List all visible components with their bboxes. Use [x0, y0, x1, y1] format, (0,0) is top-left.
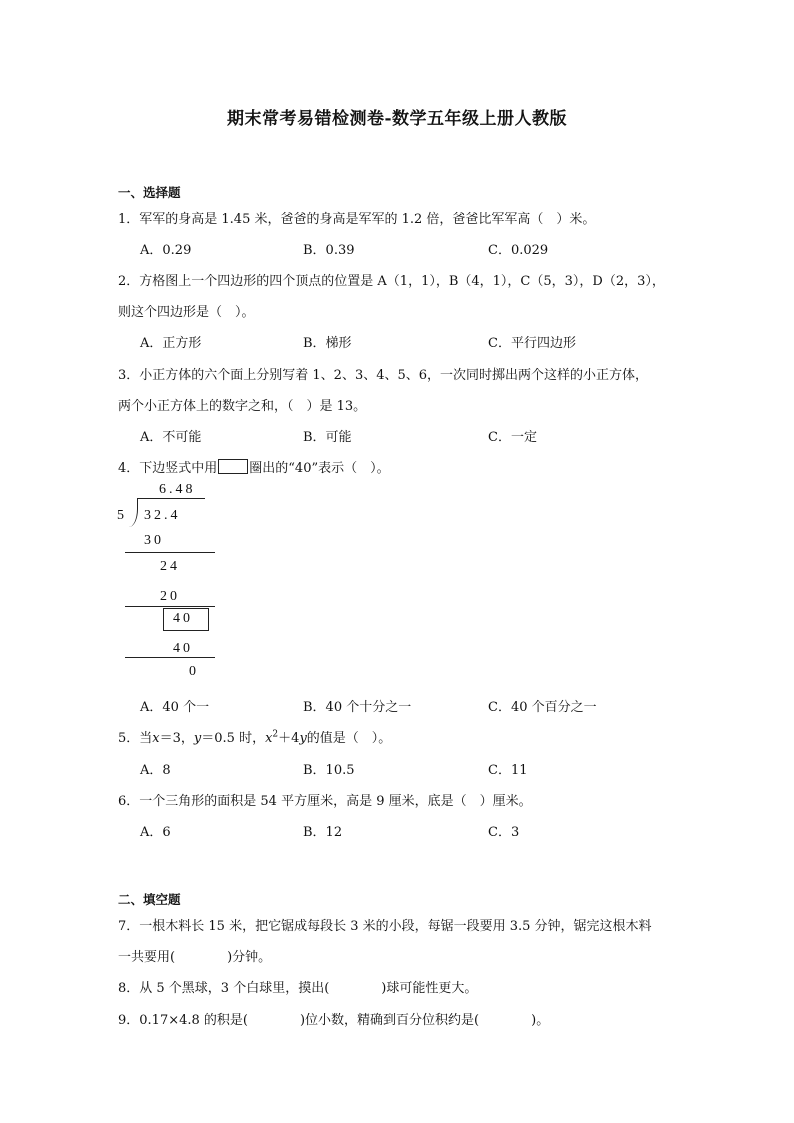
option-c[interactable]: C．40 个百分之一 — [488, 700, 597, 715]
exponent: 2 — [272, 729, 279, 740]
option-b[interactable]: B．40 个十分之一 — [303, 700, 412, 715]
option-c[interactable]: C．11 — [488, 763, 528, 778]
q5-part: ＋4 — [278, 731, 300, 746]
q5-part: 的值是（ ）。 — [306, 731, 392, 746]
question-5-options — [140, 759, 700, 777]
division-remainder: 0 — [189, 664, 199, 679]
var-x: x — [152, 731, 160, 746]
question-6-options — [140, 821, 700, 839]
option-a[interactable]: A．正方形 — [140, 336, 202, 351]
option-c[interactable]: C．0.029 — [488, 243, 549, 258]
question-4-text-after: 圈出的“40”表示（ ）。 — [249, 461, 390, 476]
option-b[interactable]: B．梯形 — [303, 336, 352, 351]
var-y: y — [299, 731, 307, 746]
question-2-text-line1: 2．方格图上一个四边形的四个顶点的位置是 A（1，1），B（4，1），C（5，3），D（2，3）， — [118, 274, 665, 289]
option-a[interactable]: A．不可能 — [140, 430, 202, 445]
division-step-1: 30 — [144, 533, 164, 548]
option-a[interactable]: A．6 — [140, 825, 171, 840]
q5-part: 5．当 — [118, 731, 153, 746]
question-3-options — [140, 426, 700, 444]
option-c[interactable]: C．平行四边形 — [488, 336, 576, 351]
division-quotient: 6.48 — [159, 482, 196, 497]
var-y: y — [193, 731, 202, 746]
question-7-text-line1: 7．一根木料长 15 米，把它锯成每段长 3 米的小段，每锯一段要用 3.5 分钟，锯完这根木料 — [118, 919, 652, 934]
section-heading-choice: 一、选择题 — [118, 185, 181, 200]
option-a[interactable]: A．0.29 — [140, 243, 192, 258]
division-step-5: 40 — [173, 641, 193, 656]
division-dividend: 32.4 — [144, 508, 181, 523]
option-a[interactable]: A．40 个一 — [140, 700, 210, 715]
var-x: x — [265, 731, 273, 746]
q5-part: ＝3， — [159, 731, 194, 746]
question-6-text: 6．一个三角形的面积是 54 平方厘米，高是 9 厘米，底是（ ）厘米。 — [118, 794, 532, 809]
question-4-text-before: 4．下边竖式中用 — [118, 461, 218, 476]
option-b[interactable]: B．可能 — [303, 430, 352, 445]
question-2-options — [140, 332, 700, 350]
division-step-3: 20 — [160, 589, 180, 604]
option-b[interactable]: B．0.39 — [303, 243, 355, 258]
division-line-2 — [125, 606, 215, 607]
question-7-text-line2: 一共要用( )分钟。 — [118, 950, 272, 965]
division-line-1 — [125, 552, 215, 553]
option-a[interactable]: A．8 — [140, 763, 171, 778]
division-bracket — [129, 499, 138, 527]
long-division — [115, 480, 225, 685]
question-1-text: 1．军军的身高是 1.45 米，爸爸的身高是军军的 1.2 倍，爸爸比军军高（ ）米。 — [118, 212, 596, 227]
option-c[interactable]: C．一定 — [488, 430, 537, 445]
division-divisor: 5 — [117, 508, 127, 523]
division-line-3 — [125, 657, 215, 658]
question-3-text-line1: 3．小正方体的六个面上分别写着 1、2、3、4、5、6，一次同时掷出两个这样的小正方体， — [118, 368, 649, 383]
section-heading-fill: 二、填空题 — [118, 892, 181, 907]
question-1-options — [140, 239, 700, 257]
option-b[interactable]: B．12 — [303, 825, 343, 840]
question-9-text: 9．0.17×4.8 的积是( )位小数，精确到百分位积约是( )。 — [118, 1013, 550, 1028]
division-step-2: 24 — [160, 559, 180, 574]
question-3-text-line2: 两个小正方体上的数字之和，（ ）是 13。 — [118, 399, 367, 414]
question-8-text: 8．从 5 个黑球，3 个白球里，摸出( )球可能性更大。 — [118, 981, 478, 996]
inline-box-symbol — [218, 459, 248, 474]
division-bar — [137, 498, 205, 499]
question-4-text — [118, 457, 390, 476]
q5-part: ＝0.5 时， — [201, 731, 266, 746]
question-2-text-line2: 则这个四边形是（ ）。 — [118, 305, 255, 320]
question-4-options — [140, 696, 700, 714]
division-step-4: 40 — [173, 611, 193, 626]
question-5-text — [118, 727, 391, 746]
page-title: 期末常考易错检测卷-数学五年级上册人教版 — [226, 109, 568, 129]
option-c[interactable]: C．3 — [488, 825, 520, 840]
option-b[interactable]: B．10.5 — [303, 763, 355, 778]
